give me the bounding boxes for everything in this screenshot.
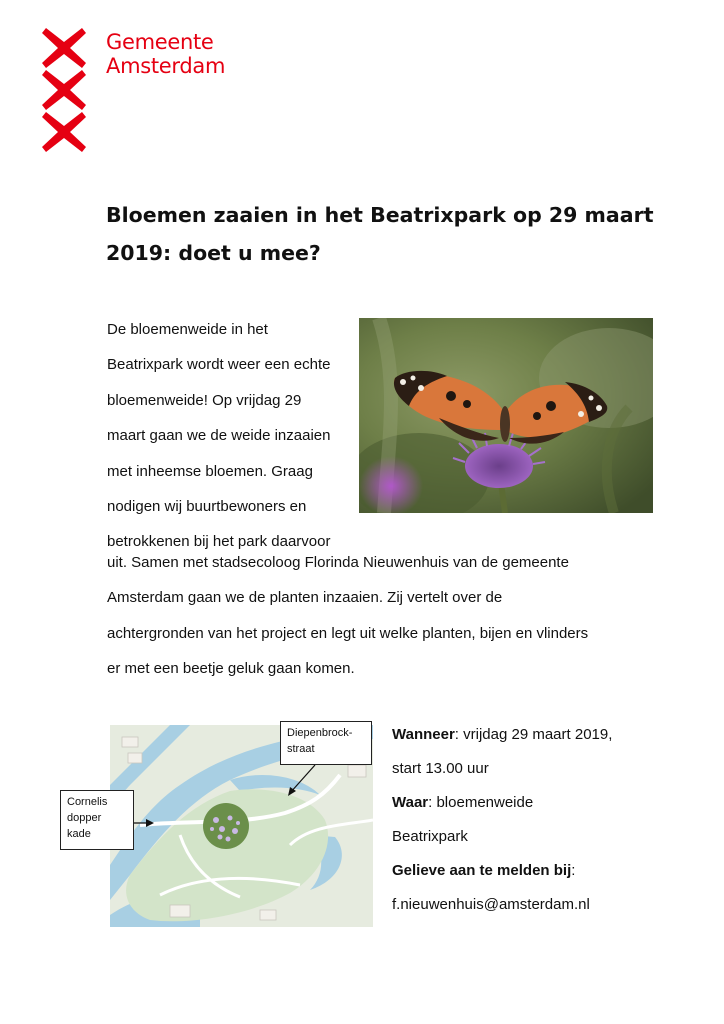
title-line-1: Bloemen zaaien in het Beatrixpark op 29 maart <box>106 203 654 227</box>
callout-diepenbrockstraat <box>280 721 372 765</box>
callout-line: Diepenbrock- <box>287 727 353 739</box>
logo-line-1: Gemeente <box>106 30 214 54</box>
logo-line-2: Amsterdam <box>106 54 226 78</box>
where-line-2: Beatrixpark <box>392 828 468 845</box>
intro-line: met inheemse bloemen. Graag <box>107 462 313 480</box>
when-line <box>392 718 682 752</box>
intro-line: Beatrixpark wordt weer een echte <box>107 356 331 374</box>
intro-line: betrokkenen bij het park daarvoor <box>107 533 331 551</box>
callout-line: kade <box>67 828 91 840</box>
butterfly-on-thistle-photo <box>359 318 653 513</box>
callout-cornelis-dopperkade <box>60 790 134 850</box>
signup-line <box>392 854 682 888</box>
page-title <box>106 196 654 272</box>
email-link[interactable]: f.nieuwenhuis@amsterdam.nl <box>392 896 590 913</box>
intro-line: Amsterdam gaan we de planten inzaaien. Zij vertelt over de <box>107 589 503 607</box>
intro-paragraph-narrow <box>107 312 353 560</box>
where-label: Waar <box>392 794 429 811</box>
callout-line: Cornelis <box>67 796 108 808</box>
logo-wordmark <box>106 30 225 78</box>
where-line <box>392 786 682 820</box>
signup-label: Gelieve aan te melden bij <box>392 862 572 879</box>
when-label: Wanneer <box>392 726 455 743</box>
event-info <box>392 718 682 922</box>
callout-line: dopper <box>67 812 102 824</box>
when-value: : vrijdag 29 maart 2019, <box>454 726 613 743</box>
intro-paragraph-wide <box>107 545 667 687</box>
intro-line: maart gaan we de weide inzaaien <box>107 427 331 445</box>
title-line-2: 2019: doet u mee? <box>106 241 321 265</box>
where-value: : bloemenweide <box>428 794 534 811</box>
intro-line: er met een beetje geluk gaan komen. <box>107 660 355 678</box>
intro-line: nodigen wij buurtbewoners en <box>107 498 307 516</box>
intro-line: bloemenweide! Op vrijdag 29 <box>107 391 302 409</box>
intro-line: achtergronden van het project en legt uit welke planten, bijen en vlinders <box>107 624 589 642</box>
callout-line: straat <box>287 743 315 755</box>
intro-line: uit. Samen met stadsecoloog Florinda Nieuwenhuis van de gemeente <box>107 554 569 571</box>
when-line-2: start 13.00 uur <box>392 760 489 777</box>
intro-line: De bloemenweide in het <box>107 321 268 338</box>
signup-colon: : <box>571 862 576 879</box>
andreas-cross-icon <box>42 28 88 154</box>
